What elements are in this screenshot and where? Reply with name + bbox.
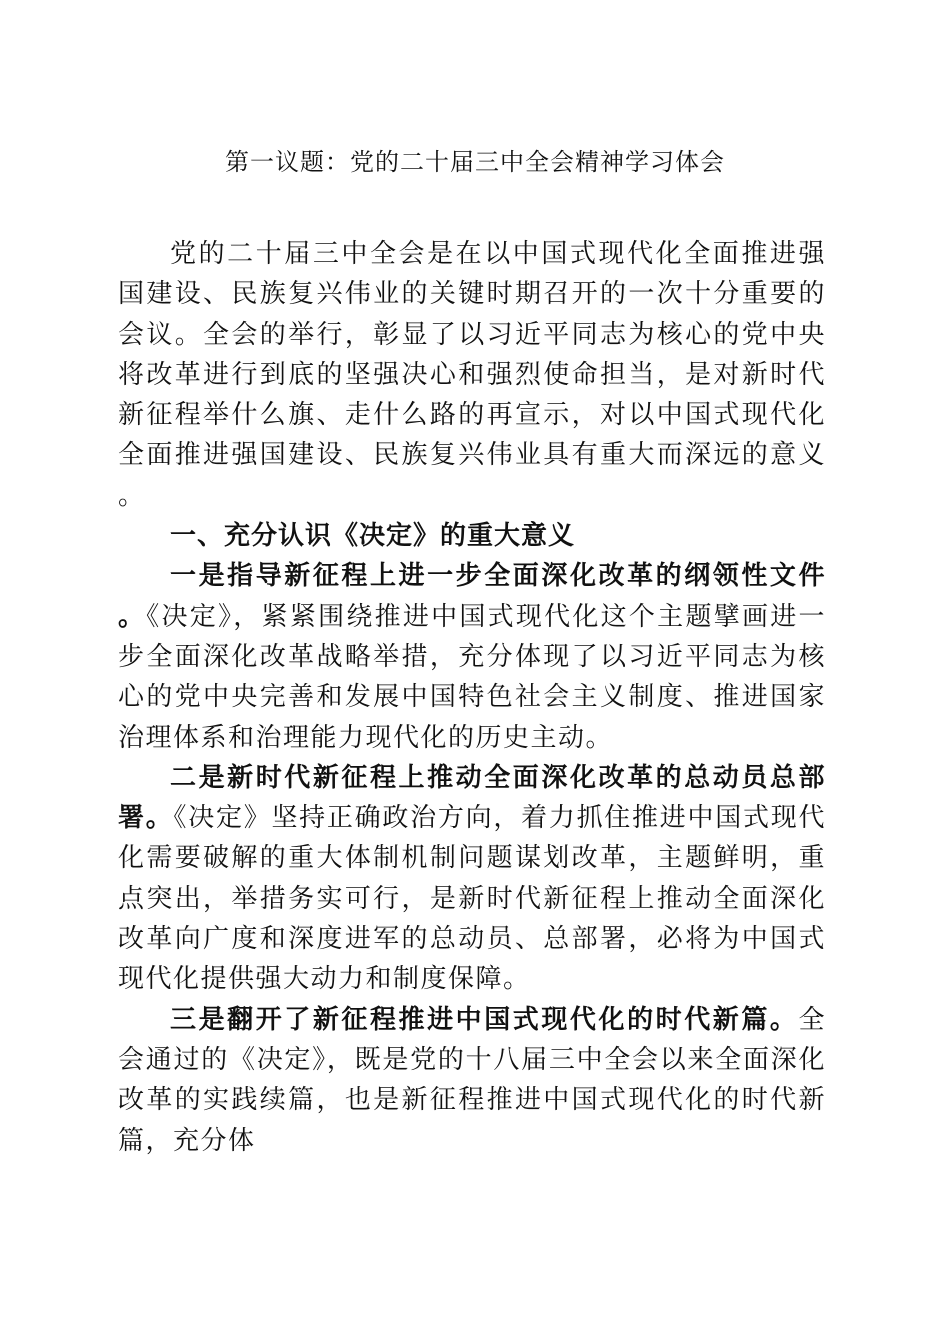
point-lead-3: 三是翻开了新征程推进中国式现代化的时代新篇。 xyxy=(170,1004,799,1035)
intro-paragraph: 党的二十届三中全会是在以中国式现代化全面推进强国建设、民族复兴伟业的关键时期召开的一次十分重要的会议。全会的举行，彰显了以习近平同志为核心的党中央将改革进行到底的坚强决心和强烈使命担当，是对新时代新征程举什么旗、走什么路的再宣示，对以中国式现代化全面推进强国建设、民族复兴伟业具有重大而深远的意义。 xyxy=(118,239,826,511)
document-body xyxy=(118,234,826,1161)
point-paragraph-1 xyxy=(118,556,826,757)
point-text-2: 《决定》坚持正确政治方向，着力抓住推进中国式现代化需要破解的重大体制机制问题谋划改革，主题鲜明，重点突出，举措务实可行，是新时代新征程上推动全面深化改革向广度和深度进军的总动员、总部署，必将为中国式现代化提供强大动力和制度保障。 xyxy=(118,803,826,995)
point-paragraph-2 xyxy=(118,758,826,1000)
document-title: 第一议题：党的二十届三中全会精神学习体会 xyxy=(225,148,725,176)
point-paragraph-3 xyxy=(118,1000,826,1161)
point-text-1: 《决定》，紧紧围绕推进中国式现代化这个主题擘画进一步全面深化改革战略举措，充分体现了以习近平同志为核心的党中央完善和发展中国特色社会主义制度、推进国家治理体系和治理能力现代化的历史主动。 xyxy=(118,601,826,753)
point-text-3: 全会通过的《决定》，既是党的十八届三中全会以来全面深化改革的实践续篇，也是新征程推进中国式现代化的时代新篇，充分体 xyxy=(118,1004,826,1156)
point-lead-1: 一是指导新征程上进一步全面深化改革的纲领性文件。 xyxy=(118,561,826,632)
section-heading: 一、充分认识《决定》的重大意义 xyxy=(170,521,576,552)
point-lead-2: 二是新时代新征程上推动全面深化改革的总动员总部署。 xyxy=(118,762,826,834)
